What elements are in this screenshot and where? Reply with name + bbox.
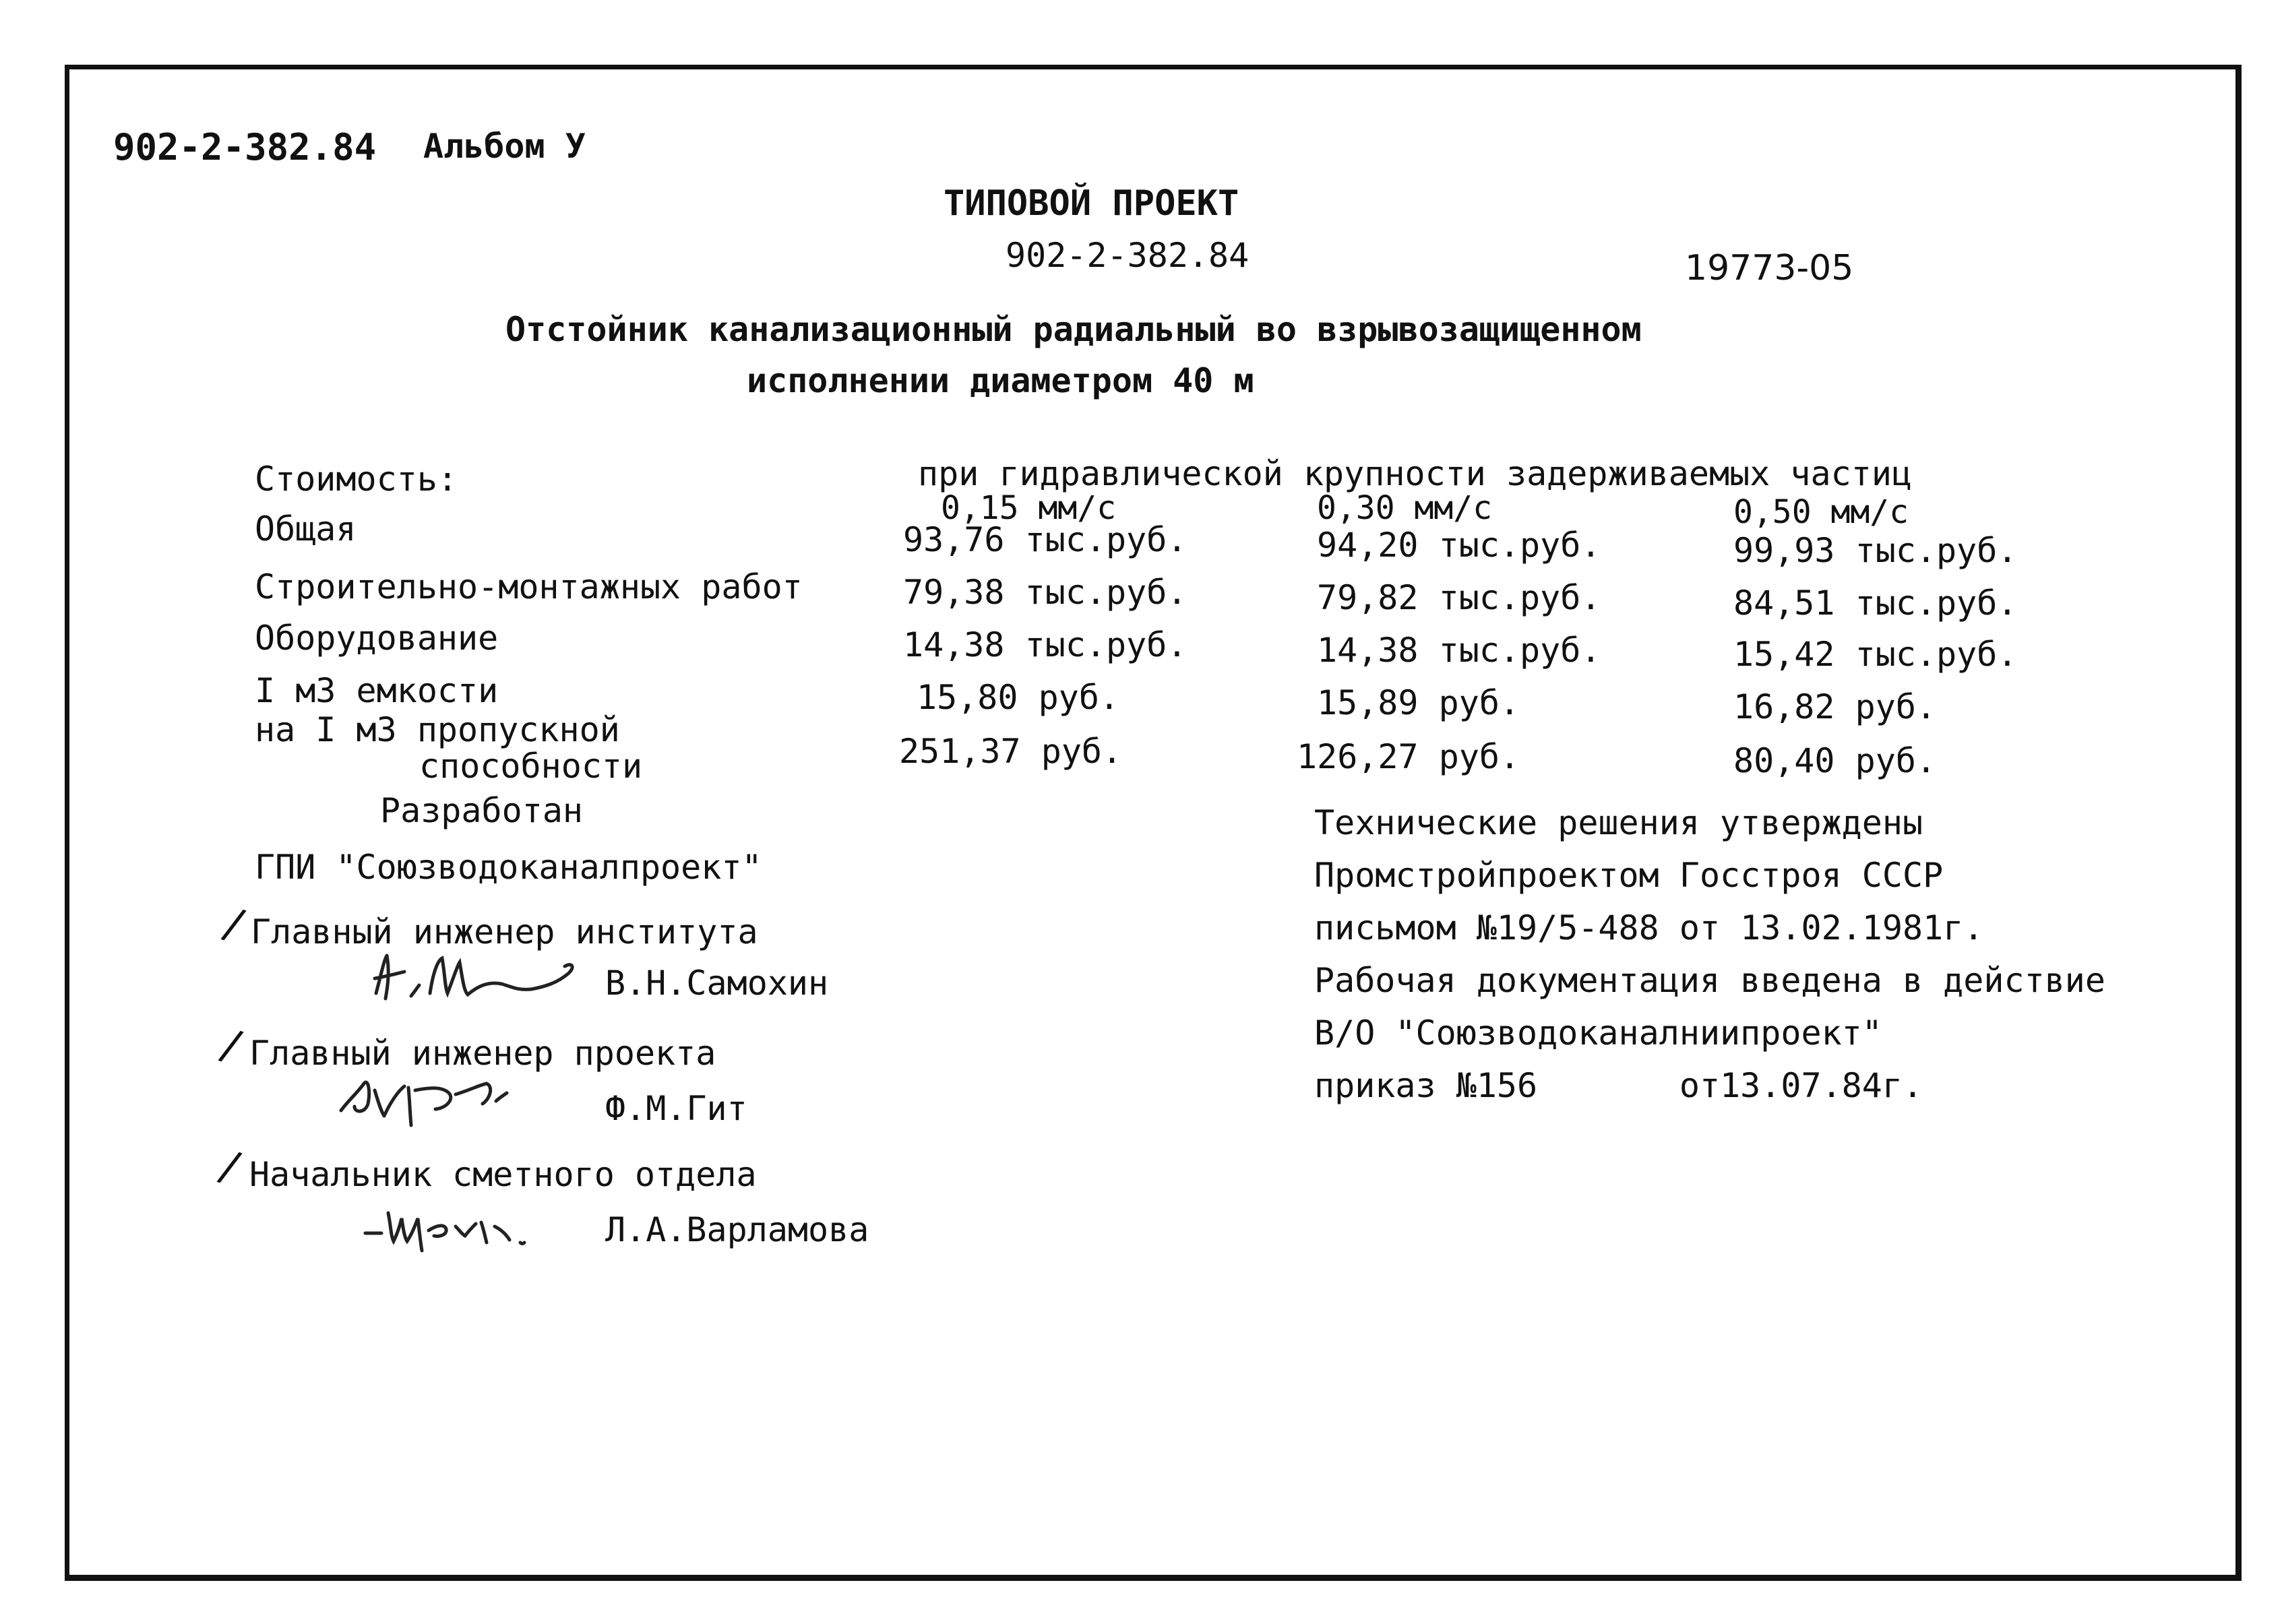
- row-label-throughput-line2: способности: [419, 747, 643, 786]
- developer-heading: Разработан: [380, 791, 584, 830]
- signatory-role-1: Главный инженер института: [251, 912, 758, 951]
- project-type: ТИПОВОЙ ПРОЕКТ: [944, 183, 1239, 224]
- row-label-throughput: на I м3 пропускной: [255, 710, 620, 749]
- signature-2: [334, 1063, 563, 1131]
- approval-line-2: Промстройпроектом Госстроя СССР: [1314, 856, 1944, 895]
- signatory-name-2: Ф.М.Гит: [605, 1089, 747, 1128]
- cell-equipment-3: 15,42 тыс.руб.: [1733, 635, 2018, 674]
- column-header-2: 0,30 мм/с: [1317, 489, 1493, 527]
- cell-throughput-3: 80,40 руб.: [1733, 741, 1937, 780]
- cell-total-1: 93,76 тыс.руб.: [903, 520, 1187, 559]
- cost-group-header: при гидравлической крупности задерживаемых частиц: [918, 454, 1913, 493]
- approval-line-1: Технические решения утверждены: [1314, 803, 1923, 842]
- approval-line-6: приказ №156 от13.07.84г.: [1314, 1066, 1923, 1105]
- signatory-role-3: Начальник сметного отдела: [249, 1155, 757, 1194]
- cell-equipment-2: 14,38 тыс.руб.: [1317, 631, 1601, 670]
- cell-throughput-1: 251,37 руб.: [899, 732, 1123, 771]
- check-mark-3: /: [214, 1141, 245, 1193]
- row-label-capacity: I м3 емкости: [255, 671, 499, 710]
- column-header-1: 0,15 мм/с: [941, 489, 1117, 527]
- signatory-name-1: В.Н.Самохин: [605, 964, 829, 1003]
- check-mark-2: /: [215, 1020, 247, 1072]
- title-line-1: Отстойник канализационный радиальный во взрывозащищенном: [505, 310, 1642, 349]
- developer-org: ГПИ "Союзводоканалпроект": [255, 848, 762, 887]
- approval-line-4: Рабочая документация введена в действие: [1314, 961, 2105, 1000]
- cell-construction-1: 79,38 тыс.руб.: [903, 573, 1187, 612]
- doc-code: 902-2-382.84: [113, 126, 377, 168]
- cell-construction-3: 84,51 тыс.руб.: [1733, 584, 2018, 623]
- cell-total-2: 94,20 тыс.руб.: [1317, 526, 1601, 565]
- row-label-equipment: Оборудование: [255, 619, 499, 658]
- approval-line-3: письмом №19/5-488 от 13.02.1981г.: [1314, 908, 1984, 947]
- signature-1: [369, 946, 598, 1007]
- album-label: Альбом У: [423, 127, 586, 166]
- signature-3: [361, 1193, 563, 1260]
- cost-caption: Стоимость:: [255, 460, 458, 499]
- inventory-number: 19773-05: [1685, 248, 1854, 288]
- project-code: 902-2-382.84: [1006, 236, 1249, 275]
- cell-total-3: 99,93 тыс.руб.: [1733, 531, 2018, 570]
- approval-line-5: В/О "Союзводоканалниипроект": [1314, 1013, 1882, 1053]
- cell-equipment-1: 14,38 тыс.руб.: [903, 625, 1187, 664]
- title-line-2: исполнении диаметром 40 м: [747, 361, 1254, 400]
- cell-capacity-2: 15,89 руб.: [1317, 683, 1520, 722]
- cell-capacity-1: 15,80 руб.: [917, 678, 1120, 717]
- cell-throughput-2: 126,27 руб.: [1297, 737, 1520, 776]
- column-header-3: 0,50 мм/с: [1733, 493, 1909, 531]
- check-mark-1: /: [218, 898, 249, 951]
- signatory-name-3: Л.А.Варламова: [605, 1210, 869, 1249]
- row-label-construction: Строительно-монтажных работ: [255, 567, 803, 606]
- cell-capacity-3: 16,82 руб.: [1733, 687, 1937, 726]
- signatory-role-2: Главный инженер проекта: [249, 1034, 716, 1073]
- cell-construction-2: 79,82 тыс.руб.: [1317, 578, 1601, 617]
- row-label-total: Общая: [255, 509, 357, 549]
